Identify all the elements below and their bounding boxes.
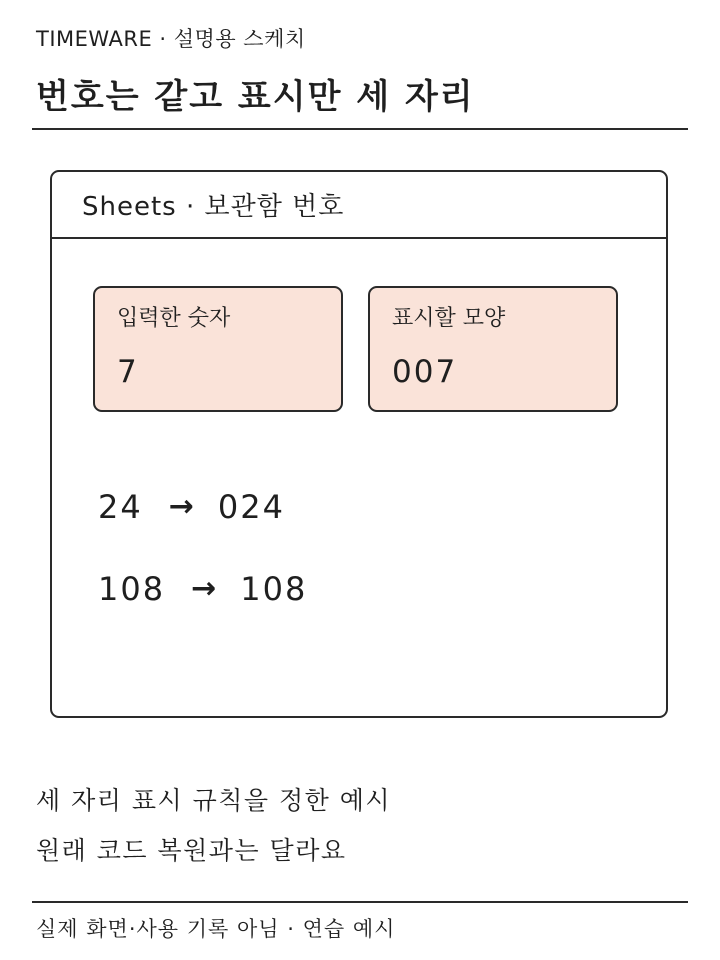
arrow-right-icon: → xyxy=(168,489,196,524)
example-to: 024 xyxy=(217,488,285,526)
page-title: 번호는 같고 표시만 세 자리 xyxy=(36,77,475,117)
bottom-divider xyxy=(32,901,688,903)
display-format-value: 007 xyxy=(392,354,458,390)
example-row xyxy=(98,487,285,527)
sheets-card xyxy=(50,170,668,718)
card-title: Sheets · 보관함 번호 xyxy=(82,192,345,222)
display-format-label: 표시할 모양 xyxy=(392,306,506,331)
note-text: 원래 코드 복원과는 달라요 xyxy=(36,836,347,865)
example-to: 108 xyxy=(240,570,308,608)
example-from: 108 xyxy=(98,570,166,608)
note-text: 세 자리 표시 규칙을 정한 예시 xyxy=(36,786,392,815)
example-row xyxy=(98,569,307,609)
input-number-value: 7 xyxy=(117,354,139,390)
arrow-right-icon: → xyxy=(191,571,219,606)
display-format-box xyxy=(368,286,618,412)
footer-disclaimer: 실제 화면·사용 기록 아님 · 연습 예시 xyxy=(36,917,396,941)
input-number-box xyxy=(93,286,343,412)
top-divider xyxy=(32,128,688,130)
eyebrow-label: TIMEWARE · 설명용 스케치 xyxy=(36,27,306,51)
example-from: 24 xyxy=(98,488,143,526)
input-number-label: 입력한 숫자 xyxy=(117,306,231,331)
card-header xyxy=(52,172,666,239)
